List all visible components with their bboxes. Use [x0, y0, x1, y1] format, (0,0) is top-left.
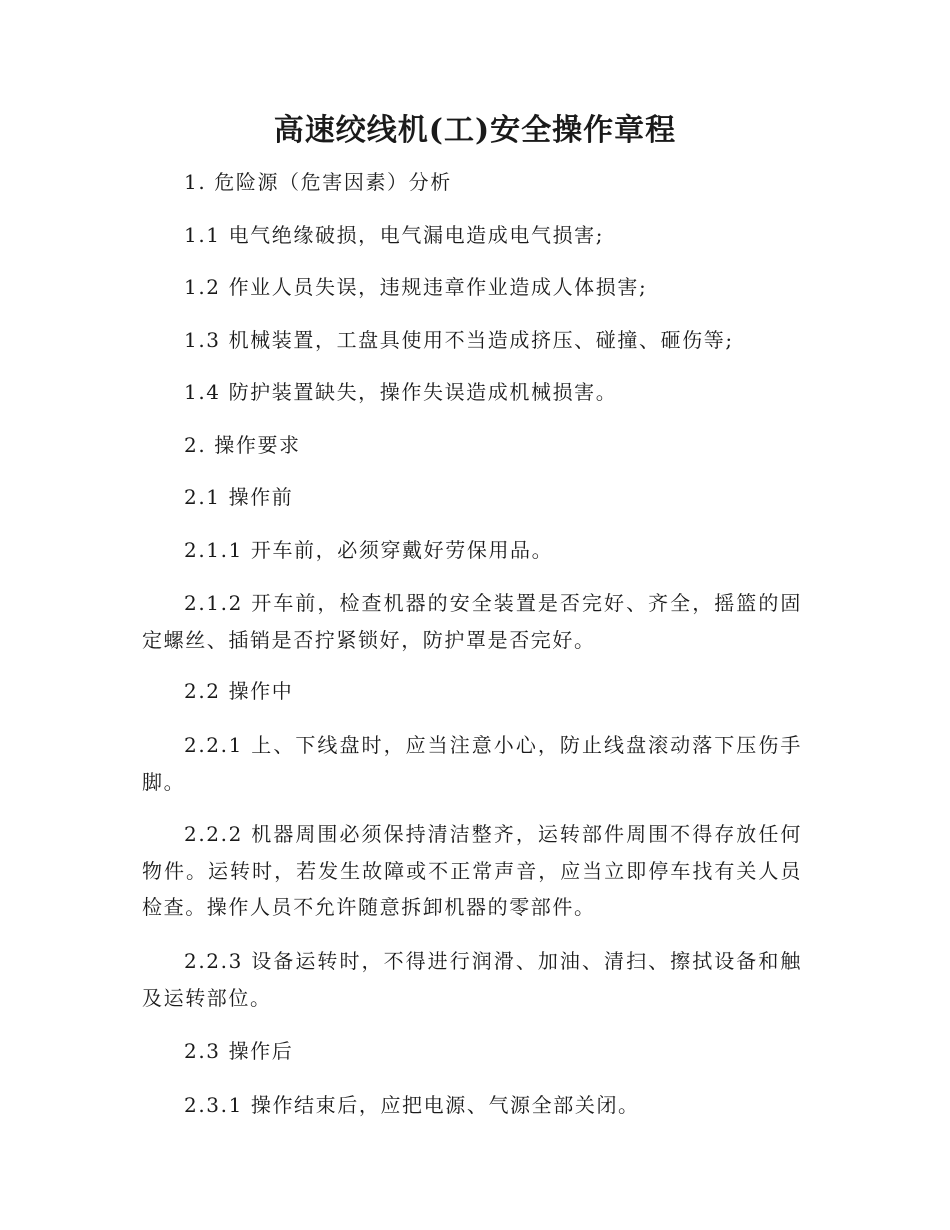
paragraph-2-2-3: 2.2.3 设备运转时，不得进行润滑、加油、清扫、擦拭设备和触及运转部位。: [142, 949, 802, 1010]
paragraph-2-1-2: 2.1.2 开车前，检查机器的安全装置是否完好、齐全，摇篮的固定螺丝、插销是否拧紧锁好，防护罩是否完好。: [142, 591, 802, 652]
section-2-heading: 2. 操作要求: [184, 433, 301, 457]
section-1-heading: 1. 危险源（危害因素）分析: [184, 170, 452, 194]
paragraph-1-2: 1.2 作业人员失误，违规违章作业造成人体损害;: [184, 275, 648, 299]
paragraph-2-2-1: 2.2.1 上、下线盘时，应当注意小心，防止线盘滚动落下压伤手脚。: [142, 733, 802, 794]
subsection-2-3-heading: 2.3 操作后: [184, 1039, 294, 1063]
paragraph-2-2-2: 2.2.2 机器周围必须保持清洁整齐，运转部件周围不得存放任何物件。运转时，若发生故障或不正常声音，应当立即停车找有关人员检查。操作人员不允许随意拆卸机器的零部件。: [142, 822, 802, 919]
paragraph-2-3-1: 2.3.1 操作结束后，应把电源、气源全部关闭。: [184, 1093, 640, 1117]
paragraph-1-4: 1.4 防护装置缺失，操作失误造成机械损害。: [184, 380, 618, 404]
paragraph-2-1-1: 2.1.1 开车前，必须穿戴好劳保用品。: [184, 538, 554, 562]
paragraph-1-1: 1.1 电气绝缘破损，电气漏电造成电气损害;: [184, 223, 605, 247]
document-title: 高速绞线机(工)安全操作章程: [273, 113, 677, 148]
paragraph-1-3: 1.3 机械装置，工盘具使用不当造成挤压、碰撞、砸伤等;: [184, 328, 734, 352]
subsection-2-1-heading: 2.1 操作前: [184, 485, 294, 509]
subsection-2-2-heading: 2.2 操作中: [184, 679, 294, 703]
